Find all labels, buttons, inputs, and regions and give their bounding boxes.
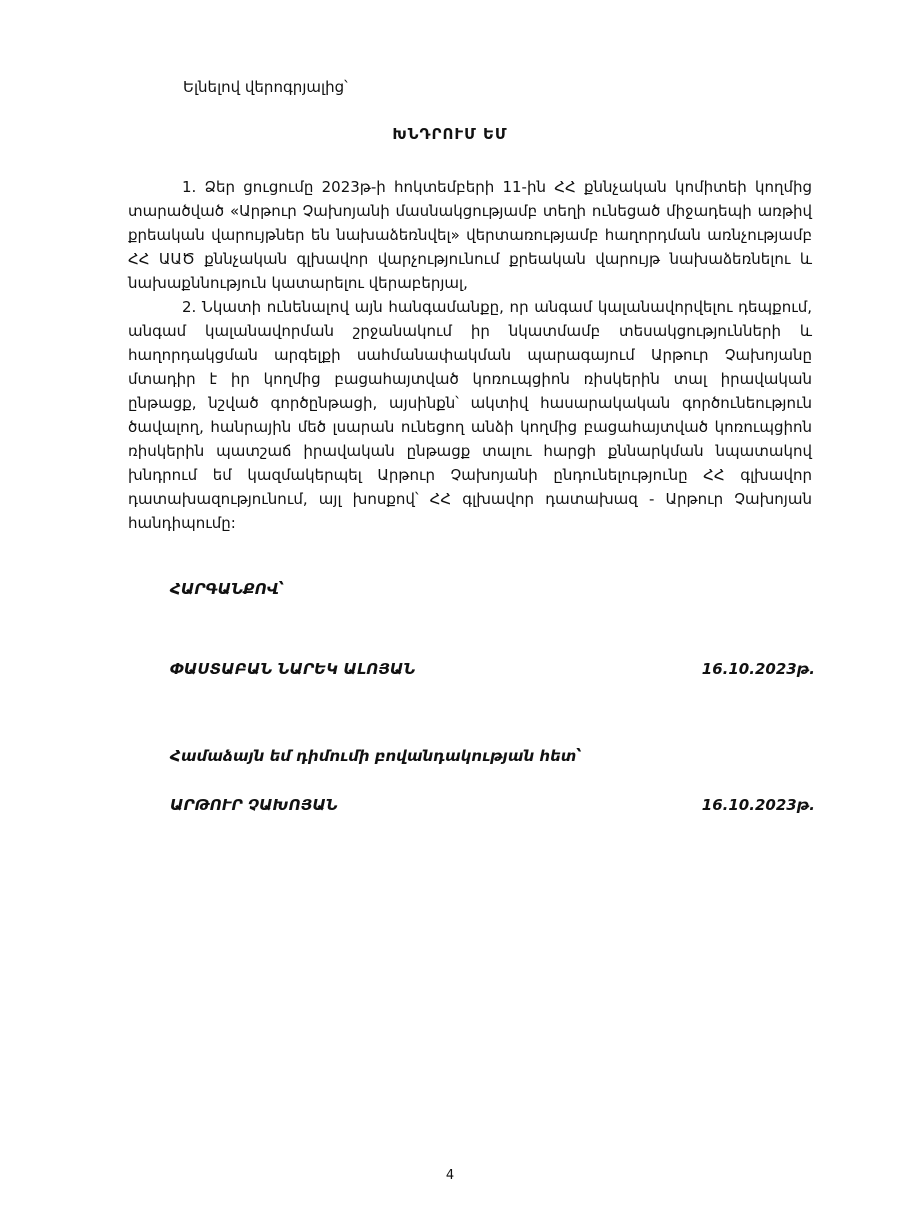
request-body [128,175,812,535]
client-signature-date: 16.10.2023թ. [701,796,815,814]
page-number: 4 [445,1168,455,1183]
closing-salutation: ՀԱՐԳԱՆՔՈՎ՝ [170,580,285,598]
intro-line: Ելնելով վերոգրյալից՝ [183,78,348,96]
lawyer-name: ՓԱՍՏԱԲԱՆ ՆԱՐԵԿ ԱԼՈՅԱՆ [170,660,416,678]
request-heading: ԽՆԴՐՈՒՄ ԵՄ [392,125,508,143]
client-name: ԱՐԹՈՒՐ ՉԱԽՈՅԱՆ [170,796,338,814]
consent-statement: Համաձայն եմ դիմումի բովանդակության հետ՝ [170,747,582,765]
request-paragraph-1: 1. Ձեր ցուցումը 2023թ-ի հոկտեմբերի 11-ին ՀՀ քննչական կոմիտեի կողմից տարածված «Արթուր Չախոյանի մասնակցությամբ տեղի ունեցած միջադեպի առթիվ քրեական վարույթներ են նախաձեռնվել» վերտառությամբ հաղորդման առնչությամբ ՀՀ ԱԱԾ քննչական գլխավոր վարչությունում քրեական վարույթ նախաձեռնելու և նախաքննություն կատարելու վերաբերյալ, [128,178,812,292]
request-paragraph-2: 2. Նկատի ունենալով այն հանգամանքը, որ անգամ կալանավորվելու դեպքում, անգամ կալանավորման շրջանակում իր նկատմամբ տեսակցությունների և հաղորդակցման արգելքի սահմանափակման պարագայում Արթուր Չախոյանը մտադիր է իր կողմից բացահայտված կոռուպցիոն ռիսկերին տալ իրավական ընթացք, նշված գործընթացի, այսինքն՝ ակտիվ հասարակական գործունեություն ծավալող, հանրային մեծ լսարան ունեցող անձի կողմից բացահայտված կոռուպցիոն ռիսկերին պատշաճ իրավական ընթացք տալու հարցի քննարկման նպատակով խնդրում եմ կազմակերպել Արթուր Չախոյանի ընդունելությունը ՀՀ գլխավոր դատախազությունում, այլ խոսքով՝ ՀՀ գլխավոր դատախազ - Արթուր Չախոյան հանդիպումը: [128,298,812,532]
lawyer-signature-date: 16.10.2023թ. [701,660,815,678]
